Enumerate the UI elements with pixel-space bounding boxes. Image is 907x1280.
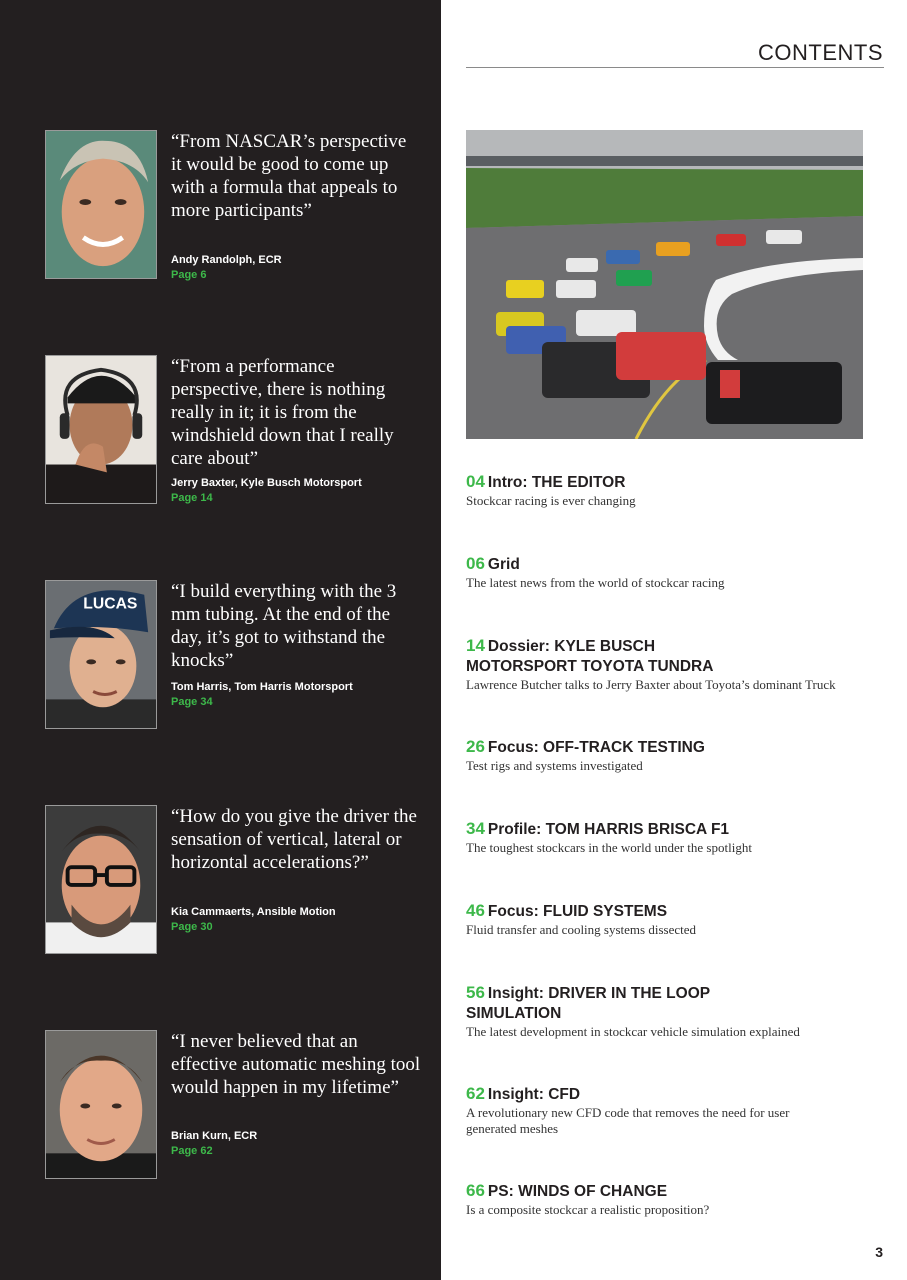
quote-attribution [171, 476, 362, 506]
toc-title: Insight: CFD [487, 1086, 581, 1103]
page-number: 3 [875, 1244, 883, 1260]
toc-title: Focus: FLUID SYSTEMS [487, 903, 668, 920]
toc-title: Focus: OFF-TRACK TESTING [487, 739, 705, 756]
portrait-photo [45, 130, 157, 279]
quote-attribution [171, 680, 353, 710]
toc-entry[interactable] [466, 983, 866, 1040]
quotes-column [0, 0, 441, 1280]
toc-description: The latest news from the world of stockcar racing [466, 575, 725, 590]
quote-author: Brian Kurn, ECR [171, 1130, 258, 1142]
toc-description: The toughest stockcars in the world under the spotlight [466, 840, 752, 855]
quote-text: “From a performance perspective, there is nothing really in it; it is from the windshield down that I really care about” [171, 356, 394, 469]
toc-page-number: 66 [466, 1181, 485, 1200]
toc-title: PS: WINDS OF CHANGE [487, 1183, 668, 1200]
toc-entry[interactable] [466, 472, 866, 509]
toc-description: Lawrence Butcher talks to Jerry Baxter about Toyota’s dominant Truck [466, 677, 836, 692]
toc-title: Profile: TOM HARRIS BRISCA F1 [487, 821, 730, 838]
quote-page-link[interactable]: Page 30 [171, 921, 213, 933]
toc-page-number: 56 [466, 983, 485, 1002]
toc-title: Grid [487, 556, 520, 573]
quote-text: “I never believed that an effective automatic meshing tool would happen in my lifetime” [171, 1031, 421, 1098]
portrait-photo [45, 805, 157, 954]
toc-page-number: 26 [466, 737, 485, 756]
toc-entry[interactable] [466, 1181, 866, 1218]
portrait-photo [45, 580, 157, 729]
hero-race-photo [466, 130, 863, 439]
svg-text:LUCAS: LUCAS [83, 595, 138, 613]
toc-title: Intro: THE EDITOR [487, 474, 626, 491]
toc-entry[interactable] [466, 1084, 866, 1136]
toc-description: Fluid transfer and cooling systems dissected [466, 922, 696, 937]
toc-page-number: 04 [466, 472, 485, 491]
quote-author: Andy Randolph, ECR [171, 254, 282, 266]
toc-title: Insight: DRIVER IN THE LOOP SIMULATION [466, 985, 710, 1022]
toc-description: Is a composite stockcar a realistic proposition? [466, 1202, 710, 1217]
toc-entry[interactable] [466, 901, 866, 938]
toc-description: A revolutionary new CFD code that removes the need for user generated meshes [466, 1105, 790, 1136]
toc-page-number: 62 [466, 1084, 485, 1103]
toc-entry[interactable] [466, 819, 866, 856]
quote-author: Kia Cammaerts, Ansible Motion [171, 906, 336, 918]
quote-author: Jerry Baxter, Kyle Busch Motorsport [171, 477, 362, 489]
quote-attribution [171, 253, 282, 283]
quote-author: Tom Harris, Tom Harris Motorsport [171, 681, 353, 693]
toc-entry[interactable] [466, 554, 866, 591]
quote-text: “How do you give the driver the sensation of vertical, lateral or horizontal accelerations?” [171, 806, 417, 873]
toc-page-number: 46 [466, 901, 485, 920]
contents-heading: CONTENTS [758, 40, 883, 65]
toc-description: Stockcar racing is ever changing [466, 493, 636, 508]
toc-description: Test rigs and systems investigated [466, 758, 643, 773]
quote-text: “I build everything with the 3 mm tubing. At the end of the day, it’s got to withstand the knocks” [171, 581, 397, 671]
toc-page-number: 34 [466, 819, 485, 838]
portrait-photo [45, 355, 157, 504]
quote-page-link[interactable]: Page 14 [171, 492, 213, 504]
toc-entry[interactable] [466, 737, 866, 774]
quote-attribution [171, 1129, 257, 1159]
toc-title: Dossier: KYLE BUSCH MOTORSPORT TOYOTA TUNDRA [466, 638, 714, 675]
toc-page-number: 06 [466, 554, 485, 573]
quote-page-link[interactable]: Page 34 [171, 696, 213, 708]
heading-divider [466, 67, 884, 68]
toc-page-number: 14 [466, 636, 485, 655]
toc-entry[interactable] [466, 636, 866, 693]
quote-page-link[interactable]: Page 6 [171, 269, 207, 281]
quote-attribution [171, 905, 336, 935]
quote-page-link[interactable]: Page 62 [171, 1145, 213, 1157]
toc-description: The latest development in stockcar vehicle simulation explained [466, 1024, 800, 1039]
portrait-photo [45, 1030, 157, 1179]
quote-text: “From NASCAR’s perspective it would be good to come up with a formula that appeals to more participants” [171, 131, 407, 221]
